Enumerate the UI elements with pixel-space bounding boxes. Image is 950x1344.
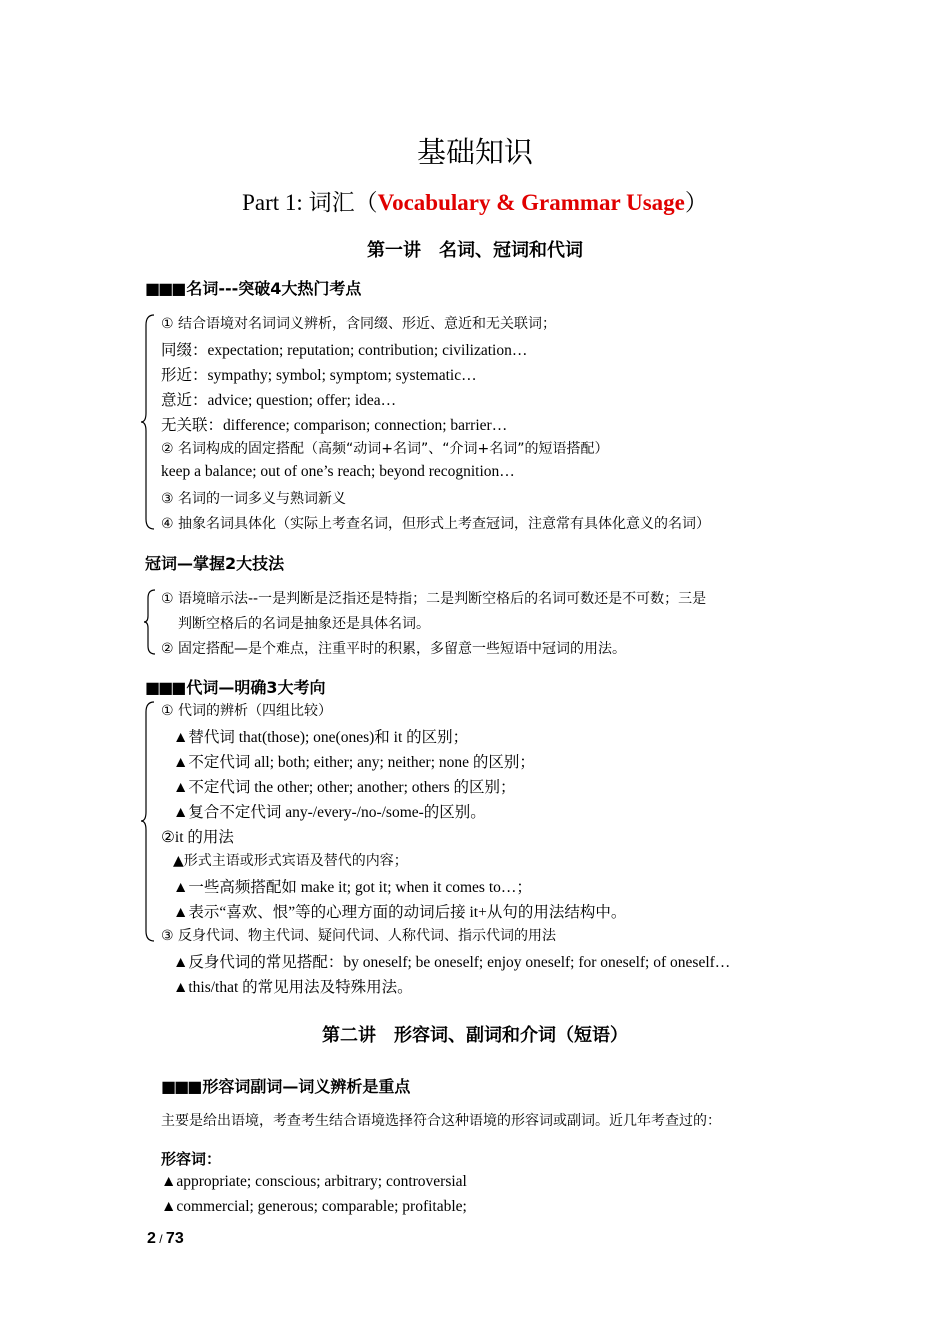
noun-line-8: ③ 名词的一词多义与熟词新义 (161, 491, 347, 507)
pronoun-section-heading (145, 675, 326, 698)
square-markers: ■■■ (161, 1077, 201, 1096)
article-line-3: ② 固定搭配—是个难点，注重平时的积累，多留意一些短语中冠词的用法。 (161, 641, 626, 657)
page-title: 基础知识 (416, 135, 533, 169)
noun-line-3: 形近：sympathy; symbol; symptom; systematic… (161, 367, 477, 384)
noun-line-1: ① 结合语境对名词词义辨析，含同缀、形近、意近和无关联词； (161, 316, 556, 332)
pronoun-line-1: ① 代词的辨析（四组比较） (161, 703, 333, 719)
pronoun-line-10: ③ 反身代词、物主代词、疑问代词、人称代词、指示代词的用法 (161, 928, 556, 944)
pronoun-line-9: ▲表示“喜欢、恨”等的心理方面的动词后接 it+从句的用法结构中。 (173, 904, 627, 921)
adj-line-2: ▲commercial; generous; comparable; profitable; (161, 1198, 467, 1215)
part-heading (0, 184, 950, 217)
noun-line-4: 意近：advice; question; offer; idea… (161, 392, 397, 409)
page-total: 73 (165, 1230, 184, 1247)
adj-intro: 主要是给出语境，考查考生结合语境选择符合这种语境的形容词或副词。近几年考查过的： (161, 1113, 721, 1129)
pronoun-line-4: ▲不定代词 the other; other; another; others 的区别； (173, 779, 516, 796)
lecture-1-heading: 第一讲 名词、冠词和代词 (367, 240, 583, 261)
pronoun-brace (140, 700, 156, 943)
page-separator: / (155, 1232, 166, 1246)
noun-heading-text: 名词---突破4大热门考点 (186, 279, 362, 298)
noun-line-2: 同缀：expectation; reputation; contribution; civilization… (161, 342, 528, 359)
pronoun-line-11: ▲反身代词的常见搭配：by oneself; be oneself; enjoy oneself; for oneself; of oneself… (173, 954, 731, 971)
noun-line-7: keep a balance; out of one’s reach; beyond recognition… (161, 463, 515, 480)
square-markers: ■■■ (145, 279, 185, 298)
noun-section-heading (145, 276, 361, 299)
part-suffix: ） (684, 190, 708, 215)
pronoun-line-12: ▲this/that 的常见用法及特殊用法。 (173, 979, 413, 996)
article-line-1: ① 语境暗示法--一是判断是泛指还是特指；二是判断空格后的名词可数还是不可数；三是 (161, 591, 707, 607)
pronoun-line-7: ▲形式主语或形式宾语及替代的内容； (173, 853, 408, 869)
pronoun-line-8: ▲一些高频搭配如 make it; got it; when it comes to…； (173, 879, 532, 896)
pronoun-heading-text: 代词—明确3大考向 (186, 678, 326, 697)
part-highlight: Vocabulary & Grammar Usage (377, 190, 685, 215)
page-current: 2 (147, 1230, 156, 1247)
adj-line-1: ▲appropriate; conscious; arbitrary; controversial (161, 1173, 467, 1190)
noun-line-6: ② 名词构成的固定搭配（高频“动词+名词”、“介词+名词”的短语搭配） (161, 441, 609, 457)
adj-subheading: 形容词： (161, 1150, 222, 1168)
adj-heading-text: 形容词副词—词义辨析是重点 (202, 1077, 411, 1096)
pronoun-line-6: ②it 的用法 (161, 829, 234, 846)
pronoun-line-3: ▲不定代词 all; both; either; any; neither; none 的区别； (173, 754, 535, 771)
noun-line-5: 无关联：difference; comparison; connection; barrier… (161, 417, 508, 434)
square-markers: ■■■ (145, 678, 185, 697)
page-number (147, 1230, 184, 1248)
article-section-heading: 冠词—掌握2大技法 (145, 554, 285, 573)
noun-line-9: ④ 抽象名词具体化（实际上考查名词，但形式上考查冠词，注意常有具体化意义的名词） (161, 516, 710, 532)
article-brace (143, 588, 157, 656)
pronoun-line-2: ▲替代词 that(those); one(ones)和 it 的区别； (173, 729, 469, 746)
article-line-2: 判断空格后的名词是抽象还是具体名词。 (178, 616, 430, 632)
adj-section-heading (161, 1074, 410, 1097)
pronoun-line-5: ▲复合不定代词 any-/every-/no-/some-的区别。 (173, 804, 486, 821)
part-prefix: Part 1: 词汇（ (242, 190, 378, 215)
lecture-2-heading: 第二讲 形容词、副词和介词（短语） (322, 1025, 628, 1046)
noun-brace (140, 313, 156, 531)
